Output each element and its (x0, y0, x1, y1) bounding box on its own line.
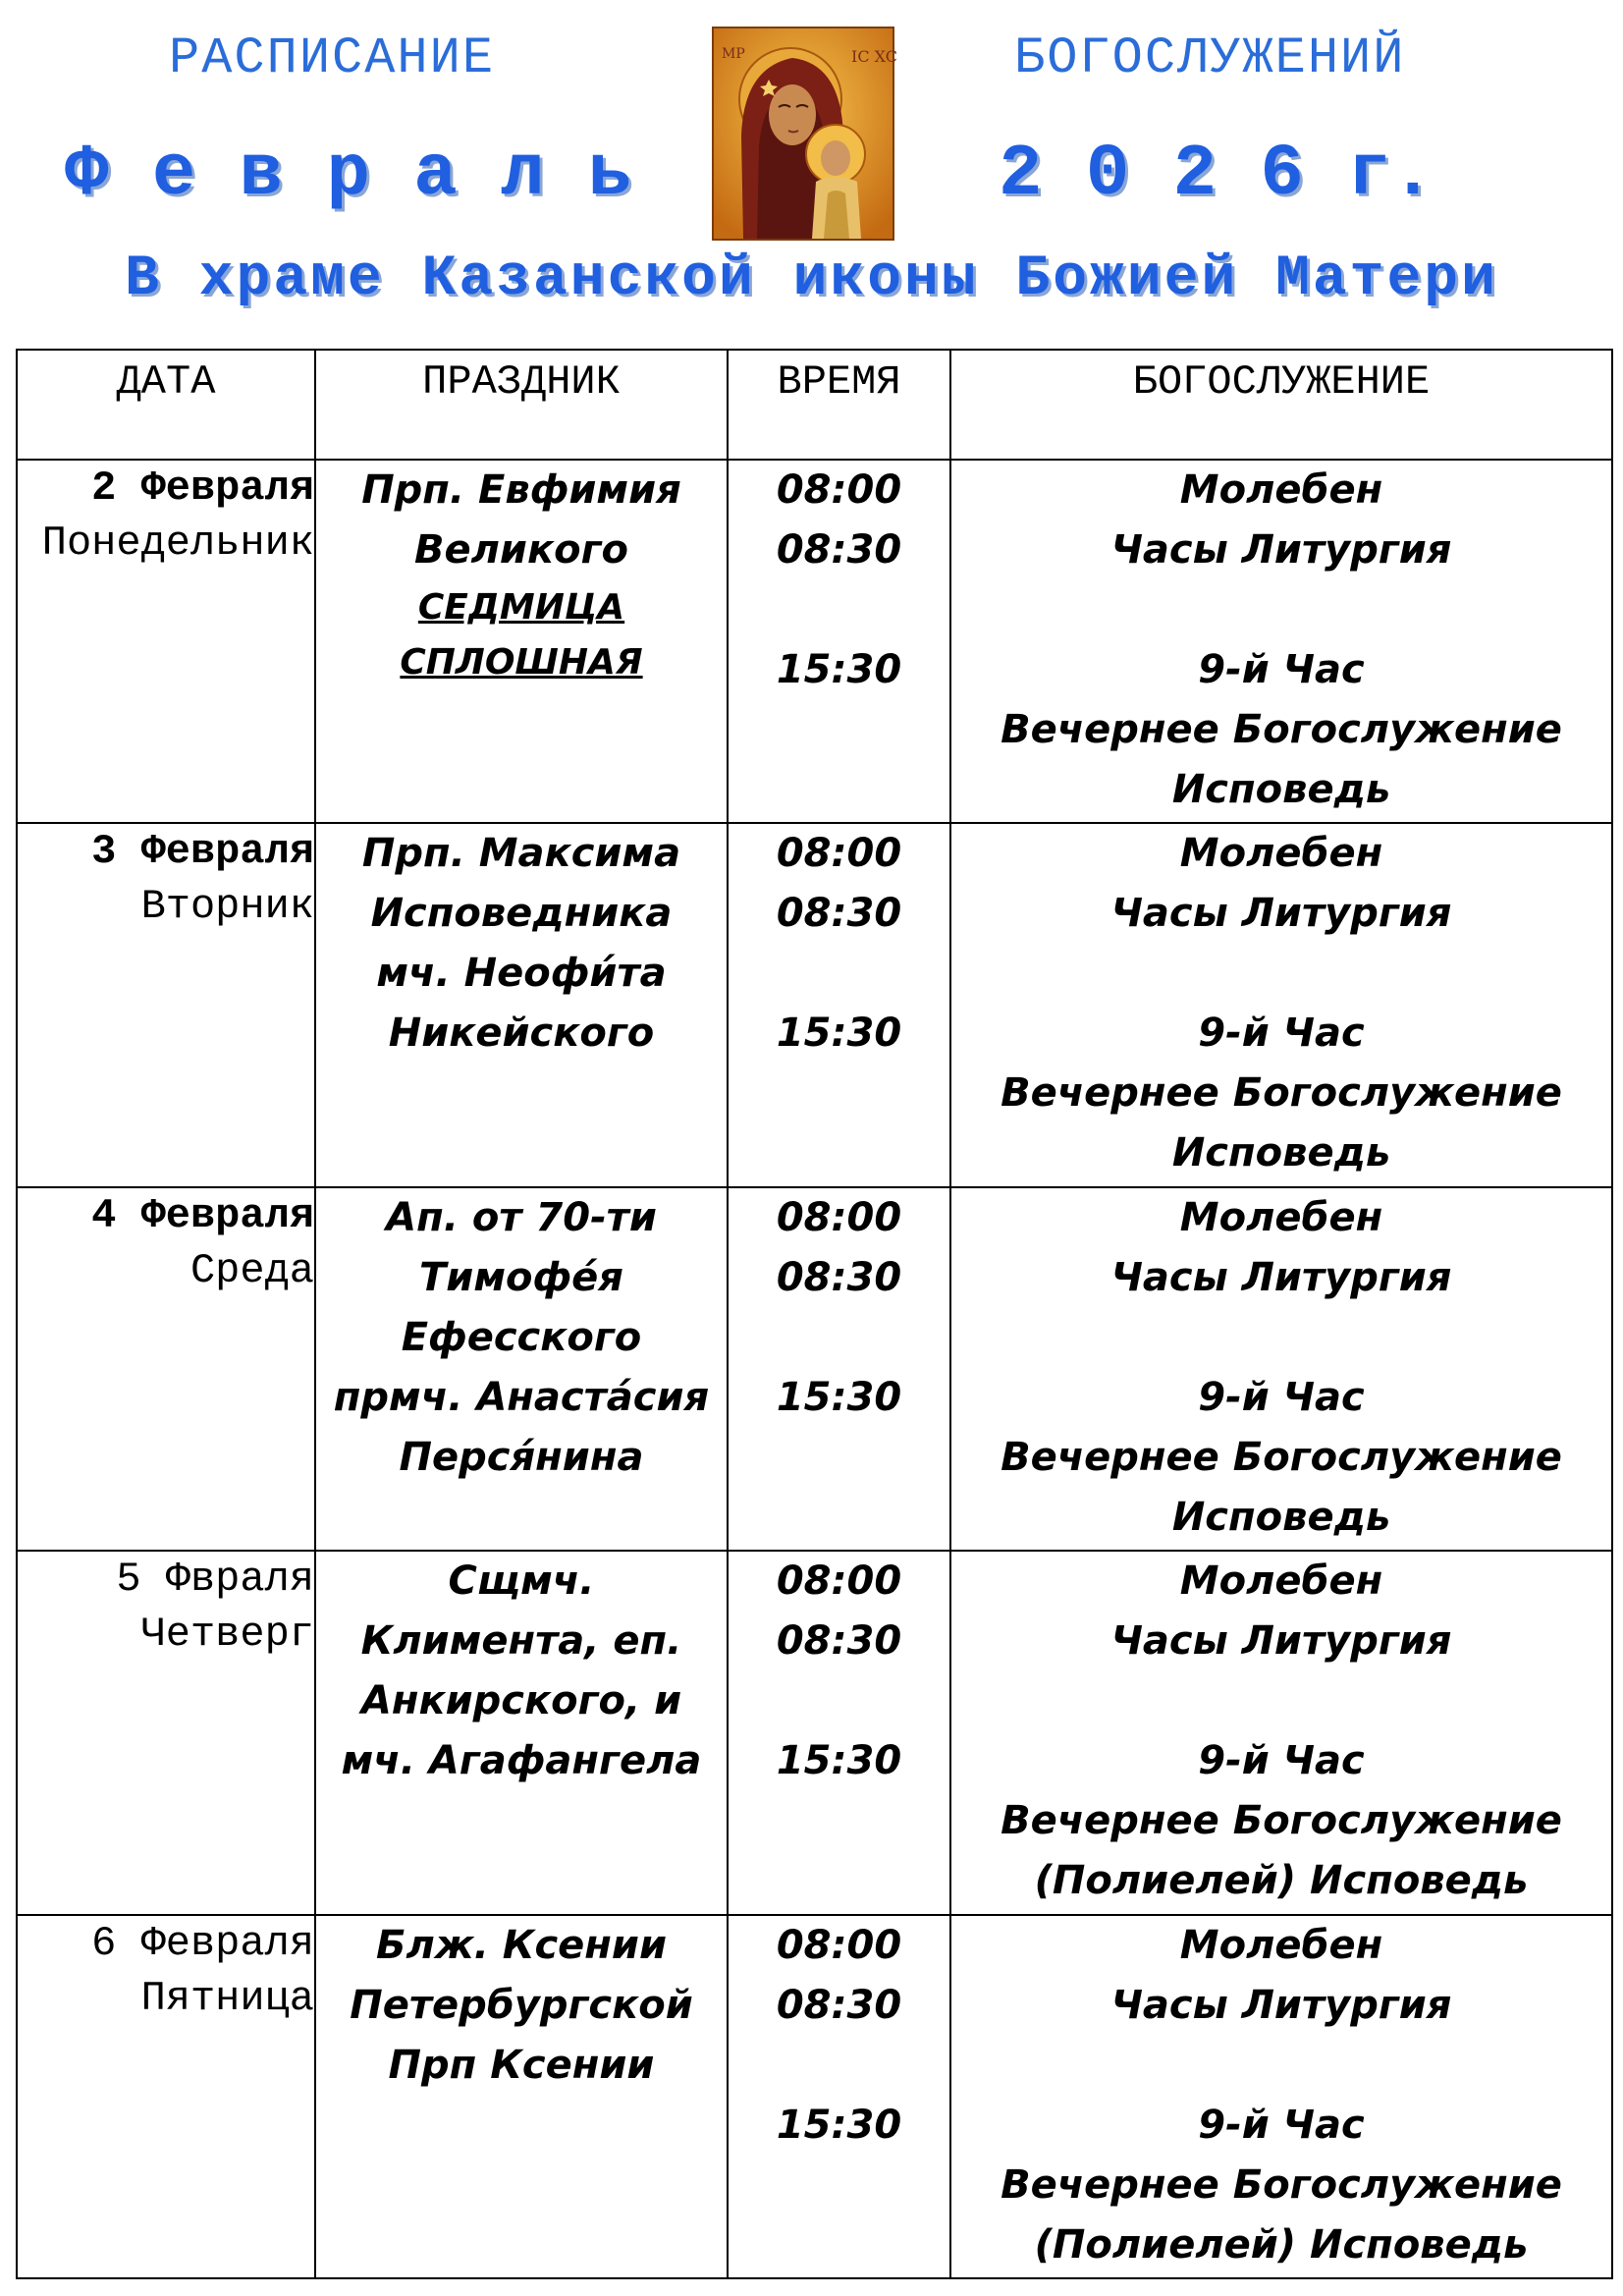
schedule-table (16, 349, 1613, 2279)
feast-line: Тимофе́я (419, 1254, 623, 1300)
date-cell (17, 823, 315, 1186)
service-line: Исповедь (1171, 767, 1391, 812)
service-line: Исповедь (1171, 1130, 1391, 1176)
time-value: 08:00 (776, 831, 902, 877)
time-value (729, 944, 949, 1004)
date-text: 5 Фвраля (116, 1556, 314, 1604)
feast-note: СЕДМИЦА (417, 587, 625, 628)
date-text: 2 Февраля (91, 465, 314, 512)
feast-line: Прп. Евфимия (361, 467, 681, 513)
time-cell (728, 1187, 950, 1551)
time-value: 15:30 (776, 1011, 902, 1057)
service-line: Вечернее Богослужение (1001, 707, 1562, 752)
service-cell (950, 1915, 1612, 2278)
time-value (729, 580, 949, 640)
feast-line: Прп. Максима (361, 831, 681, 877)
service-line: Часы Литургия (1110, 1982, 1452, 2028)
service-cell (950, 1551, 1612, 1914)
kazan-icon (712, 27, 897, 241)
service-line: Часы Литургия (1110, 1618, 1452, 1665)
svg-text:ΜΡ: ΜΡ (722, 46, 745, 62)
weekday-text: Среда (189, 1246, 314, 1294)
service-line: Часы Литургия (1110, 891, 1452, 937)
table-row (17, 823, 1612, 1186)
service-cell (950, 823, 1612, 1186)
time-value: 08:30 (776, 1982, 902, 2028)
time-value: 08:00 (776, 1558, 902, 1605)
feast-line: Ефесского (401, 1314, 642, 1360)
feast-cell (315, 460, 728, 823)
service-line: Молебен (1179, 831, 1383, 877)
feast-line: прмч. Анаста́сия (333, 1374, 710, 1420)
service-line: Вечернее Богослужение (1001, 1434, 1562, 1480)
time-value: 15:30 (776, 1738, 902, 1784)
service-line: 9-й Час (1198, 647, 1365, 692)
column-header-date: ДАТА (17, 350, 315, 460)
service-line: Часы Литургия (1110, 1254, 1452, 1300)
feast-line: Блж. Ксении (376, 1922, 667, 1968)
header-left-word: РАСПИСАНИЕ (169, 29, 496, 87)
church-name: В храме Казанской иконы Божией Матери (125, 247, 1498, 311)
column-header-feast: ПРАЗДНИК (315, 350, 728, 460)
column-header-time: ВРЕМЯ (728, 350, 950, 460)
service-cell (950, 1187, 1612, 1551)
date-cell (17, 1551, 315, 1914)
feast-cell (315, 1915, 728, 2278)
feast-line: Петербургской (350, 1982, 693, 2028)
service-line: Молебен (1179, 1558, 1383, 1605)
service-line: 9-й Час (1198, 1374, 1365, 1420)
date-text: 4 Февраля (91, 1191, 314, 1239)
service-line: Молебен (1179, 467, 1383, 513)
time-cell (728, 1915, 950, 2278)
time-value: 15:30 (776, 1374, 902, 1420)
time-value (729, 2036, 949, 2096)
service-line: Молебен (1179, 1922, 1383, 1968)
weekday-text: Пятница (140, 1974, 314, 2022)
date-text: 3 Февраля (91, 828, 314, 876)
time-value: 08:30 (776, 1618, 902, 1665)
service-line (951, 2036, 1611, 2096)
feast-cell (315, 823, 728, 1186)
header-right-word: БОГОСЛУЖЕНИЙ (1014, 29, 1406, 87)
service-line: Вечернее Богослужение (1001, 1798, 1562, 1844)
time-value: 08:00 (776, 1194, 902, 1240)
time-cell (728, 460, 950, 823)
service-line: Вечернее Богослужение (1001, 2161, 1562, 2208)
feast-line: Прп Ксении (388, 2042, 655, 2088)
service-line: 9-й Час (1198, 2102, 1365, 2148)
table-row (17, 460, 1612, 823)
date-cell (17, 1915, 315, 2278)
feast-line: Анкирского, и (360, 1678, 682, 1724)
header-month: Ф е в р а л ь (65, 134, 632, 216)
weekday-text: Понедельник (41, 519, 314, 567)
service-line: 9-й Час (1198, 1738, 1365, 1784)
service-line: Часы Литургия (1110, 527, 1452, 573)
time-value: 08:30 (776, 1254, 902, 1300)
service-line: 9-й Час (1198, 1011, 1365, 1057)
weekday-text: Четверг (140, 1611, 314, 1659)
service-line: Исповедь (1171, 1494, 1391, 1540)
time-cell (728, 823, 950, 1186)
feast-line: Ап. от 70-ти (386, 1194, 657, 1240)
svg-text:ΙC XC: ΙC XC (851, 47, 897, 66)
time-value: 15:30 (776, 2102, 902, 2148)
feast-line: Сщмч. (448, 1558, 595, 1605)
time-cell (728, 1551, 950, 1914)
date-cell (17, 460, 315, 823)
service-line (951, 944, 1611, 1004)
service-line (951, 1671, 1611, 1731)
weekday-text: Вторник (140, 883, 314, 931)
column-header-service: БОГОСЛУЖЕНИЕ (950, 350, 1612, 460)
table-row (17, 1551, 1612, 1914)
time-value: 08:00 (776, 467, 902, 513)
feast-line: Великого (414, 527, 628, 573)
service-line (951, 580, 1611, 640)
feast-line: Никейского (388, 1011, 655, 1057)
date-text: 6 Февраля (91, 1919, 314, 1967)
table-row (17, 1187, 1612, 1551)
service-line: (Полиелей) Исповедь (1034, 1858, 1529, 1904)
table-row (17, 1915, 1612, 2278)
date-cell (17, 1187, 315, 1551)
service-line (951, 1308, 1611, 1368)
service-line: Вечернее Богослужение (1001, 1070, 1562, 1117)
feast-line: Перся́нина (399, 1434, 644, 1480)
time-value: 15:30 (776, 647, 902, 692)
service-cell (950, 460, 1612, 823)
time-value: 08:00 (776, 1922, 902, 1968)
feast-line: мч. Агафангела (341, 1738, 702, 1784)
service-line: Молебен (1179, 1194, 1383, 1240)
feast-line: мч. Неофи́та (376, 951, 667, 997)
time-value: 08:30 (776, 891, 902, 937)
time-value (729, 1671, 949, 1731)
header-year: 2 0 2 6 г. (999, 134, 1435, 216)
feast-line: Исповедника (370, 891, 673, 937)
time-value (729, 1308, 949, 1368)
feast-cell (315, 1187, 728, 1551)
feast-note: СПЛОШНАЯ (400, 642, 643, 683)
time-value: 08:30 (776, 527, 902, 573)
service-line: (Полиелей) Исповедь (1034, 2221, 1529, 2268)
feast-cell (315, 1551, 728, 1914)
feast-line: Климента, еп. (360, 1618, 682, 1665)
